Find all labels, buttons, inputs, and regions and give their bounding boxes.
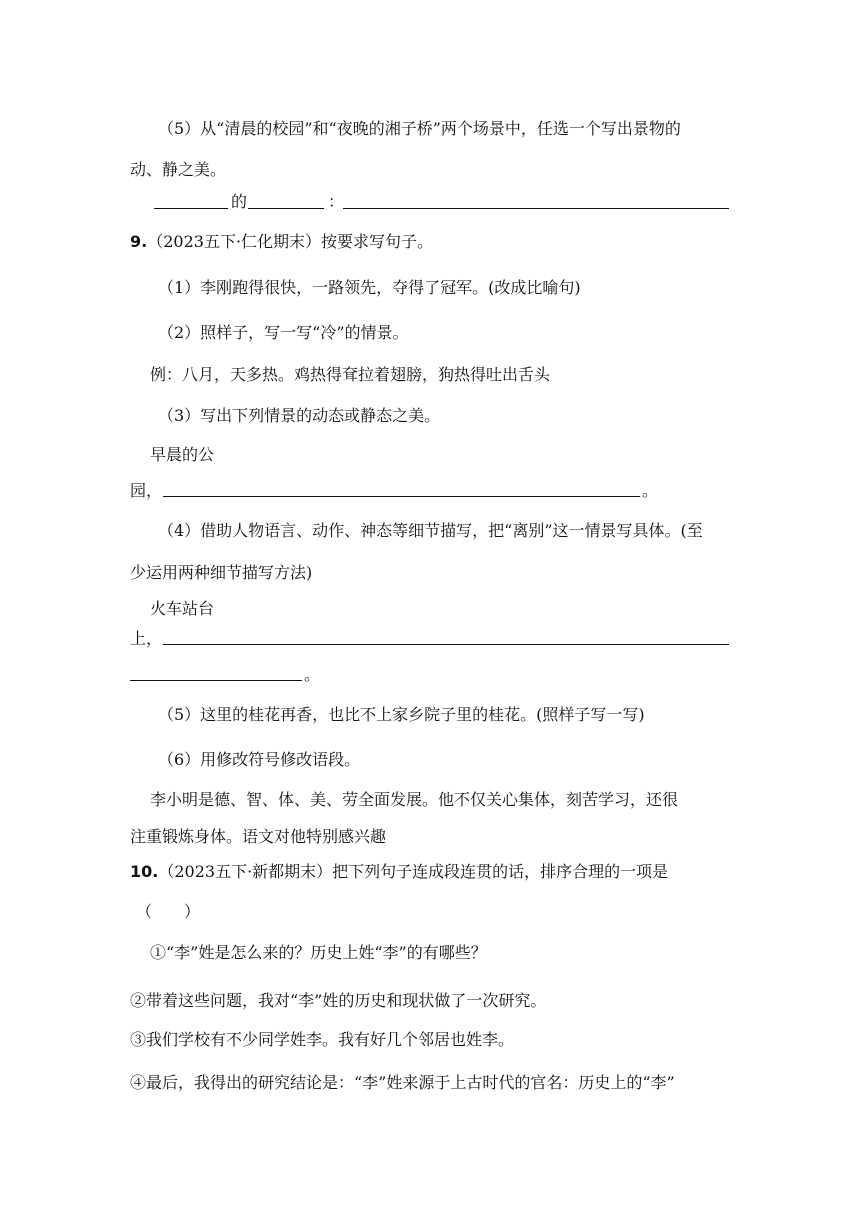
answer-paren[interactable]: （ ） xyxy=(136,902,201,921)
answer-blank-station-1[interactable] xyxy=(163,644,729,645)
q9-part6-passage-line2: 注重锻炼身体。语文对他特别感兴趣 xyxy=(130,827,387,846)
q9-part1: （1）李刚跑得很快，一路领先，夺得了冠军。(改成比喻句) xyxy=(158,278,581,297)
q8-part5-line1: （5）从“清晨的校园”和“夜晚的湘子桥”两个场景中，任选一个写出景物的 xyxy=(158,119,681,138)
q9-part3-prompt: 早晨的公 xyxy=(150,445,215,464)
q9-part2: （2）照样子，写一写“冷”的情景。 xyxy=(158,323,409,342)
answer-blank-type[interactable] xyxy=(248,208,324,209)
question-9-text: （2023五下·仁化期末）按要求写句子。 xyxy=(147,232,434,251)
q9-part4-period: 。 xyxy=(304,665,321,684)
q9-part3-prompt-end: 园， xyxy=(130,481,163,500)
q9-part3-period: 。 xyxy=(642,481,659,500)
question-10-heading xyxy=(130,862,668,882)
q9-part6: （6）用修改符号修改语段。 xyxy=(158,750,361,769)
blank-label-colon: ： xyxy=(328,192,345,211)
answer-blank-park[interactable] xyxy=(163,496,640,497)
blank-label-de: 的 xyxy=(231,192,248,211)
q9-part4-line2: 少运用两种细节描写方法) xyxy=(130,563,313,582)
answer-blank-station-2[interactable] xyxy=(130,680,302,681)
q9-part5: （5）这里的桂花再香，也比不上家乡院子里的桂花。(照样子写一写) xyxy=(158,705,645,724)
question-9-heading xyxy=(130,232,433,252)
question-10-text: （2023五下·新都期末）把下列句子连成段连贯的话，排序合理的一项是 xyxy=(158,862,669,881)
option-2: ②带着这些问题，我对“李”姓的历史和现状做了一次研究。 xyxy=(130,991,547,1010)
question-9-number: 9. xyxy=(130,232,148,251)
answer-blank-scene[interactable] xyxy=(154,208,228,209)
q9-part2-example: 例：八月，天多热。鸡热得耷拉着翅膀，狗热得吐出舌头 xyxy=(150,365,551,384)
q9-part4-prompt: 火车站台 xyxy=(150,599,215,618)
q9-part4-line1: （4）借助人物语言、动作、神态等细节描写，把“离别”这一情景写具体。(至 xyxy=(158,521,703,540)
q9-part3: （3）写出下列情景的动态或静态之美。 xyxy=(158,406,441,425)
q8-part5-line2: 动、静之美。 xyxy=(130,160,227,179)
q9-part4-prompt-end: 上， xyxy=(130,629,163,648)
option-1: ①“李”姓是怎么来的？历史上姓“李”的有哪些？ xyxy=(150,943,487,962)
question-10-number: 10. xyxy=(130,862,159,881)
answer-blank-description[interactable] xyxy=(343,208,729,209)
q9-part6-passage-line1: 李小明是德、智、体、美、劳全面发展。他不仅关心集体，刻苦学习，还很 xyxy=(150,790,679,809)
option-3: ③我们学校有不少同学姓李。我有好几个邻居也姓李。 xyxy=(130,1030,515,1049)
option-4: ④最后，我得出的研究结论是：“李”姓来源于上古时代的官名：历史上的“李” xyxy=(130,1073,675,1092)
